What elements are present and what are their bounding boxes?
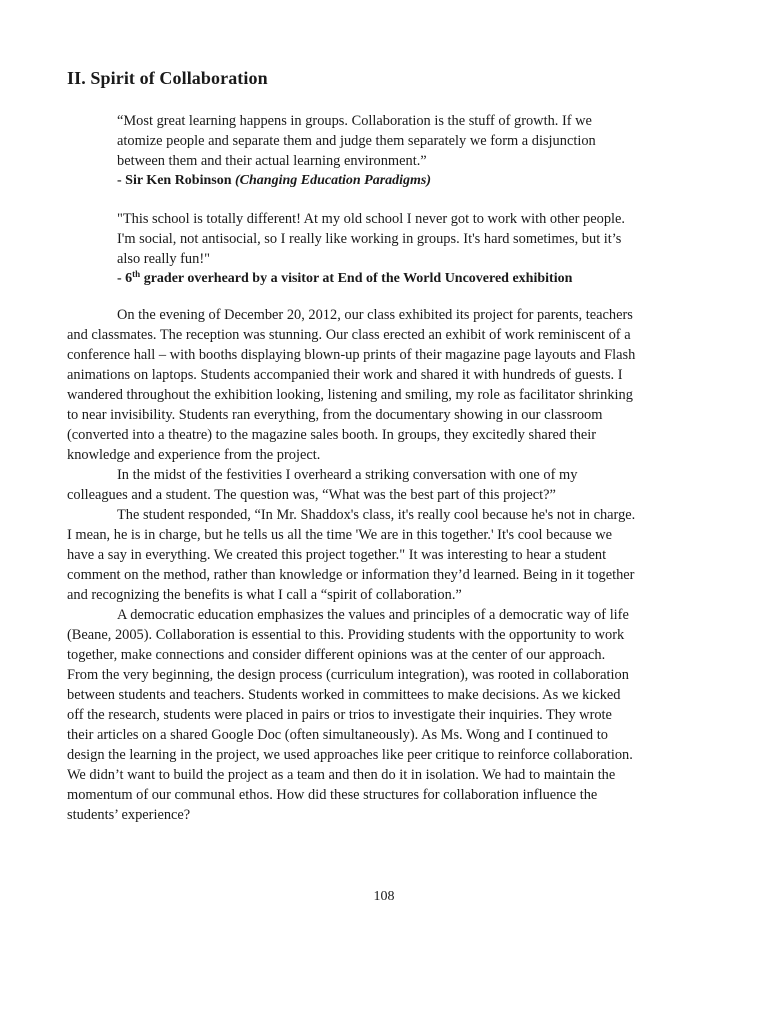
body-paragraph: In the midst of the festivities I overheard a striking conversation with one of my colleagues and a student. The question was, “What was the best part of this project?”	[67, 467, 578, 503]
epigraph-quote-robinson	[117, 111, 637, 191]
body-paragraph: A democratic education emphasizes the values and principles of a democratic way of life (Beane, 2005). Collaboration is essential to this. Providing students with the opportunity to work together, make connections and consider different opinions was at the center of our approach. From the very beginning, the design process (curriculum integration), was rooted in collaboration between students and teachers. Students worked in committees to make decisions. As we kicked off the research, students were placed in pairs or trios to investigate their inquiries. They wrote their articles on a shared Google Doc (often simultaneously). As Ms. Wong and I continued to design the learning in the project, we used approaches like peer critique to reinforce collaboration. We didn’t want to build the project as a team and then do it in isolation. We had to maintain the momentum of our communal ethos. How did these structures for collaboration influence the students’ experience?	[67, 607, 633, 823]
attribution-author: - Sir Ken Robinson	[117, 173, 235, 188]
quote-attribution	[117, 171, 637, 191]
body-paragraph: The student responded, “In Mr. Shaddox's class, it's really cool because he's not in charge. I mean, he is in charge, but he tells us all the time 'We are in this together.' It's cool because we have a say in everything. We created this project together." It was interesting to hear a student comment on the method, rather than knowledge or information they’d learned. Being in it together and recognizing the benefits is what I call a “spirit of collaboration.”	[67, 507, 636, 603]
attribution-work-title: (Changing Education Paradigms)	[235, 173, 432, 188]
quote-text: "This school is totally different! At my old school I never got to work with other people. I'm social, not antisocial, so I really like working in groups. It's hard sometimes, but it’s also really fun!"	[117, 211, 625, 267]
quote-attribution	[117, 269, 637, 289]
page-number: 108	[373, 889, 395, 904]
attribution-superscript: th	[132, 269, 141, 279]
epigraph-quote-student	[117, 209, 637, 289]
body-paragraph: On the evening of December 20, 2012, our class exhibited its project for parents, teachers and classmates. The reception was stunning. Our class erected an exhibit of work reminiscent of a conference hall – with booths displaying blown-up prints of their magazine page layouts and Flash animations on laptops. Students accompanied their work and shared it with hundreds of guests. I wandered throughout the exhibition looking, listening and smiling, my role as facilitator shrinking to near invisibility. Students ran everything, from the documentary showing in our classroom (converted into a theatre) to the magazine sales booth. In groups, they excitedly shared their knowledge and experience from the project.	[67, 307, 636, 463]
section-heading: II. Spirit of Collaboration	[67, 68, 268, 88]
quote-text: “Most great learning happens in groups. Collaboration is the stuff of growth. If we atomize people and separate them and judge them separately we form a disjunction between them and their actual learning environment.”	[117, 113, 596, 169]
attribution-rest: grader overheard by a visitor at End of the World Uncovered exhibition	[140, 271, 573, 286]
body-text	[67, 305, 637, 825]
attribution-prefix: - 6	[117, 271, 133, 286]
